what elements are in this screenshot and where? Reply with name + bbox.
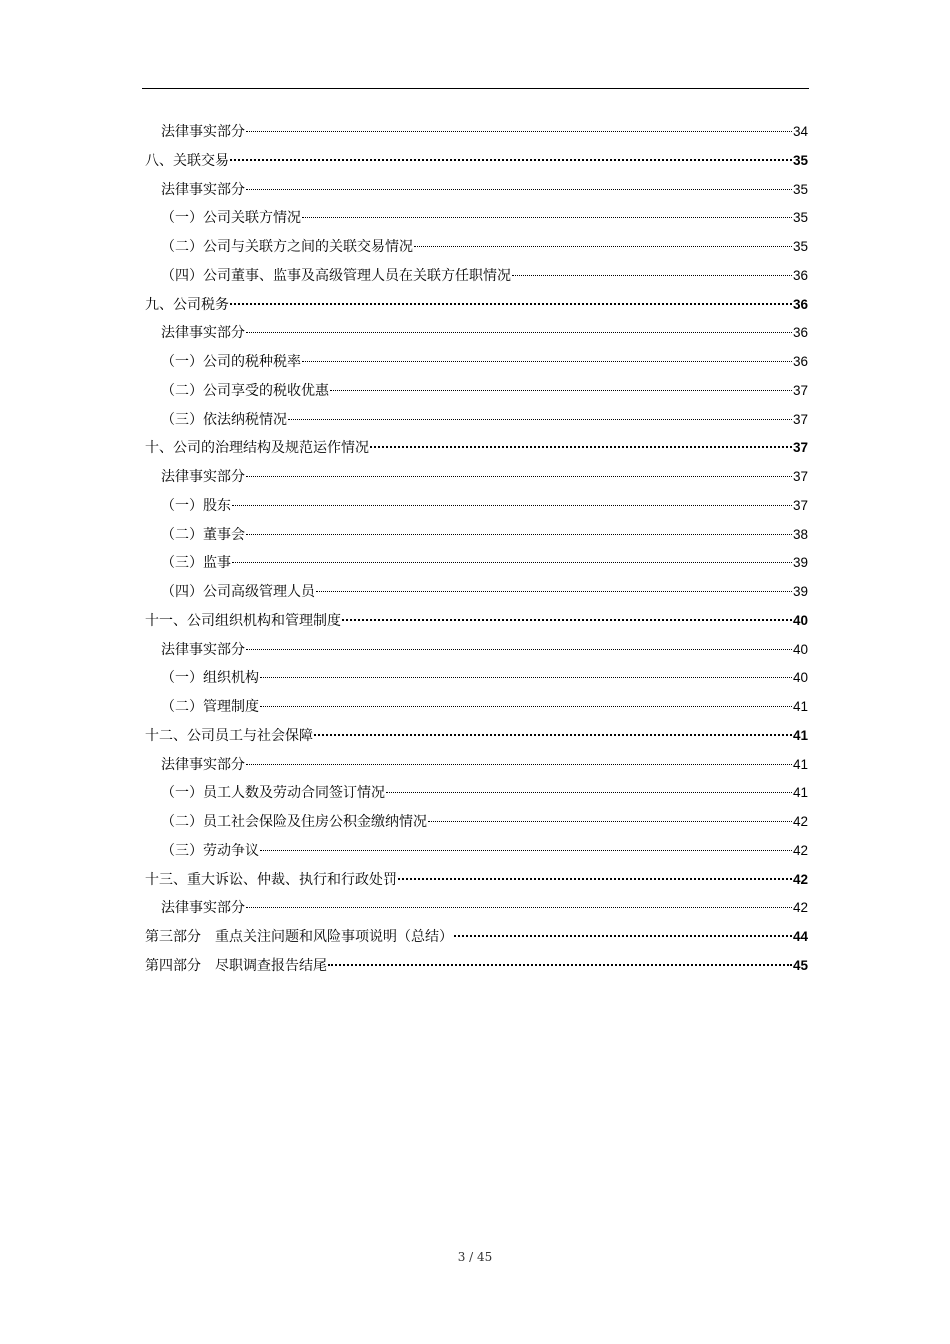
toc-entry-page: 38 [792, 526, 808, 542]
toc-entry-title: 法律事实部分 [161, 469, 245, 485]
toc-entry[interactable] [142, 463, 808, 492]
toc-entry[interactable] [142, 578, 808, 607]
toc-entry-title: （二）管理制度 [161, 699, 259, 715]
toc-entry-title: （三）监事 [161, 555, 231, 572]
toc-leader-dots [246, 189, 792, 190]
toc-leader-dots [454, 935, 792, 937]
toc-entry[interactable] [142, 837, 808, 866]
toc-entry-page: 37 [792, 382, 808, 398]
toc-entry[interactable] [142, 319, 808, 348]
toc-entry-title: 第三部分 重点关注问题和风险事项说明（总结） [145, 929, 453, 945]
toc-entry-page: 42 [792, 814, 808, 829]
toc-entry[interactable] [142, 147, 808, 176]
toc-entry-page: 34 [792, 124, 808, 139]
toc-entry-title: （三）依法纳税情况 [161, 411, 287, 428]
toc-leader-dots [260, 850, 792, 851]
toc-entry-title: 十三、重大诉讼、仲裁、执行和行政处罚 [145, 871, 397, 888]
toc-entry-title: （一）股东 [161, 497, 231, 514]
toc-entry[interactable] [142, 693, 808, 722]
toc-entry-title: （二）公司与关联方之间的关联交易情况 [161, 239, 413, 255]
toc-entry-page: 35 [792, 181, 808, 197]
toc-leader-dots [232, 505, 792, 506]
toc-leader-dots [246, 332, 792, 333]
toc-entry-page: 40 [792, 641, 808, 657]
toc-leader-dots [414, 246, 792, 247]
toc-entry[interactable] [142, 664, 808, 693]
toc-entry-title: 法律事实部分 [161, 641, 245, 658]
toc-entry-page: 36 [792, 267, 808, 283]
toc-entry-page: 35 [792, 210, 808, 226]
toc-leader-dots [232, 562, 792, 563]
toc-entry-title: （二）公司享受的税收优惠 [161, 382, 329, 399]
toc-entry-page: 41 [792, 785, 808, 801]
toc-entry-page: 41 [792, 699, 808, 714]
toc-entry[interactable] [142, 751, 808, 780]
toc-entry-page: 37 [792, 469, 808, 484]
toc-entry-title: （四）公司高级管理人员 [161, 584, 315, 600]
toc-leader-dots [246, 907, 792, 908]
toc-entry-title: （一）公司关联方情况 [161, 210, 301, 227]
toc-entry[interactable] [142, 348, 808, 377]
toc-entry[interactable] [142, 894, 808, 923]
toc-entry-page: 42 [792, 871, 808, 887]
toc-entry-page: 40 [792, 612, 808, 628]
toc-entry[interactable] [142, 118, 808, 147]
toc-entry-title: （二）董事会 [161, 526, 245, 543]
toc-entry-title: 法律事实部分 [161, 756, 245, 773]
toc-leader-dots [302, 361, 792, 362]
toc-entry-title: （一）员工人数及劳动合同签订情况 [161, 785, 385, 802]
toc-leader-dots [246, 534, 792, 535]
toc-entry-title: 法律事实部分 [161, 900, 245, 917]
toc-entry[interactable] [142, 262, 808, 291]
toc-entry-page: 40 [792, 670, 808, 686]
toc-entry[interactable] [142, 434, 808, 463]
toc-entry-title: 十一、公司组织机构和管理制度 [145, 612, 341, 629]
toc-entry[interactable] [142, 406, 808, 435]
toc-entry-page: 39 [792, 584, 808, 599]
toc-entry-page: 39 [792, 555, 808, 571]
toc-entry-page: 35 [792, 239, 808, 254]
toc-entry[interactable] [142, 492, 808, 521]
toc-entry-page: 37 [792, 440, 808, 456]
toc-entry-title: 法律事实部分 [161, 124, 245, 140]
toc-entry-title: 九、公司税务 [145, 296, 229, 313]
toc-leader-dots [302, 217, 792, 218]
toc-entry-title: （四）公司董事、监事及高级管理人员在关联方任职情况 [161, 267, 511, 284]
toc-entry-page: 36 [792, 354, 808, 369]
toc-leader-dots [260, 706, 792, 707]
toc-entry-page: 36 [792, 296, 808, 312]
toc-entry-title: （一）组织机构 [161, 670, 259, 687]
page-number: 3 / 45 [457, 1250, 493, 1264]
toc-entry-page: 41 [792, 727, 808, 743]
toc-entry[interactable] [142, 779, 808, 808]
toc-leader-dots [230, 159, 792, 161]
toc-leader-dots [230, 303, 792, 305]
toc-entry-title: 第四部分 尽职调查报告结尾 [145, 957, 327, 974]
toc-entry[interactable] [142, 377, 808, 406]
toc-entry-title: （二）员工社会保险及住房公积金缴纳情况 [161, 814, 427, 830]
toc-entry-title: 十、公司的治理结构及规范运作情况 [145, 440, 369, 457]
toc-entry-page: 41 [792, 756, 808, 772]
toc-entry[interactable] [142, 233, 808, 262]
toc-entry-page: 35 [792, 152, 808, 168]
toc-entry[interactable] [142, 952, 808, 981]
toc-entry[interactable] [142, 808, 808, 837]
toc-leader-dots [512, 275, 792, 276]
toc-leader-dots [246, 649, 792, 650]
toc-leader-dots [314, 734, 792, 736]
toc-entry-page: 44 [792, 929, 808, 944]
toc-entry-title: 八、关联交易 [145, 152, 229, 169]
toc-entry-title: （一）公司的税种税率 [161, 354, 301, 370]
toc-entry-page: 45 [792, 957, 808, 973]
toc-leader-dots [246, 131, 792, 132]
toc-entry-title: 法律事实部分 [161, 181, 245, 198]
toc-entry[interactable] [142, 291, 808, 320]
toc-entry[interactable] [142, 549, 808, 578]
toc-entry[interactable] [142, 521, 808, 550]
toc-leader-dots [246, 476, 792, 477]
toc-entry-title: 十二、公司员工与社会保障 [145, 727, 313, 744]
toc-leader-dots [428, 821, 792, 822]
toc-entry[interactable] [142, 607, 808, 636]
toc-entry-page: 37 [792, 497, 808, 513]
toc-leader-dots [246, 764, 792, 765]
toc-leader-dots [342, 619, 792, 621]
toc-entry-title: 法律事实部分 [161, 325, 245, 342]
toc-leader-dots [260, 677, 792, 678]
toc-leader-dots [386, 792, 792, 793]
toc-entry[interactable] [142, 866, 808, 895]
toc-entry[interactable] [142, 636, 808, 665]
toc-entry-page: 42 [792, 842, 808, 858]
toc-leader-dots [370, 446, 792, 448]
toc-entry[interactable] [142, 204, 808, 233]
toc-leader-dots [328, 964, 792, 966]
toc-entry[interactable] [142, 176, 808, 205]
table-of-contents [142, 118, 808, 981]
toc-entry-title: （三）劳动争议 [161, 842, 259, 859]
toc-entry-page: 42 [792, 900, 808, 916]
toc-leader-dots [316, 591, 792, 592]
toc-entry[interactable] [142, 923, 808, 952]
toc-leader-dots [330, 390, 792, 391]
toc-entry-page: 36 [792, 325, 808, 341]
toc-entry[interactable] [142, 722, 808, 751]
toc-leader-dots [288, 419, 792, 420]
toc-leader-dots [398, 878, 792, 880]
header-rule [142, 88, 809, 89]
toc-entry-page: 37 [792, 411, 808, 427]
